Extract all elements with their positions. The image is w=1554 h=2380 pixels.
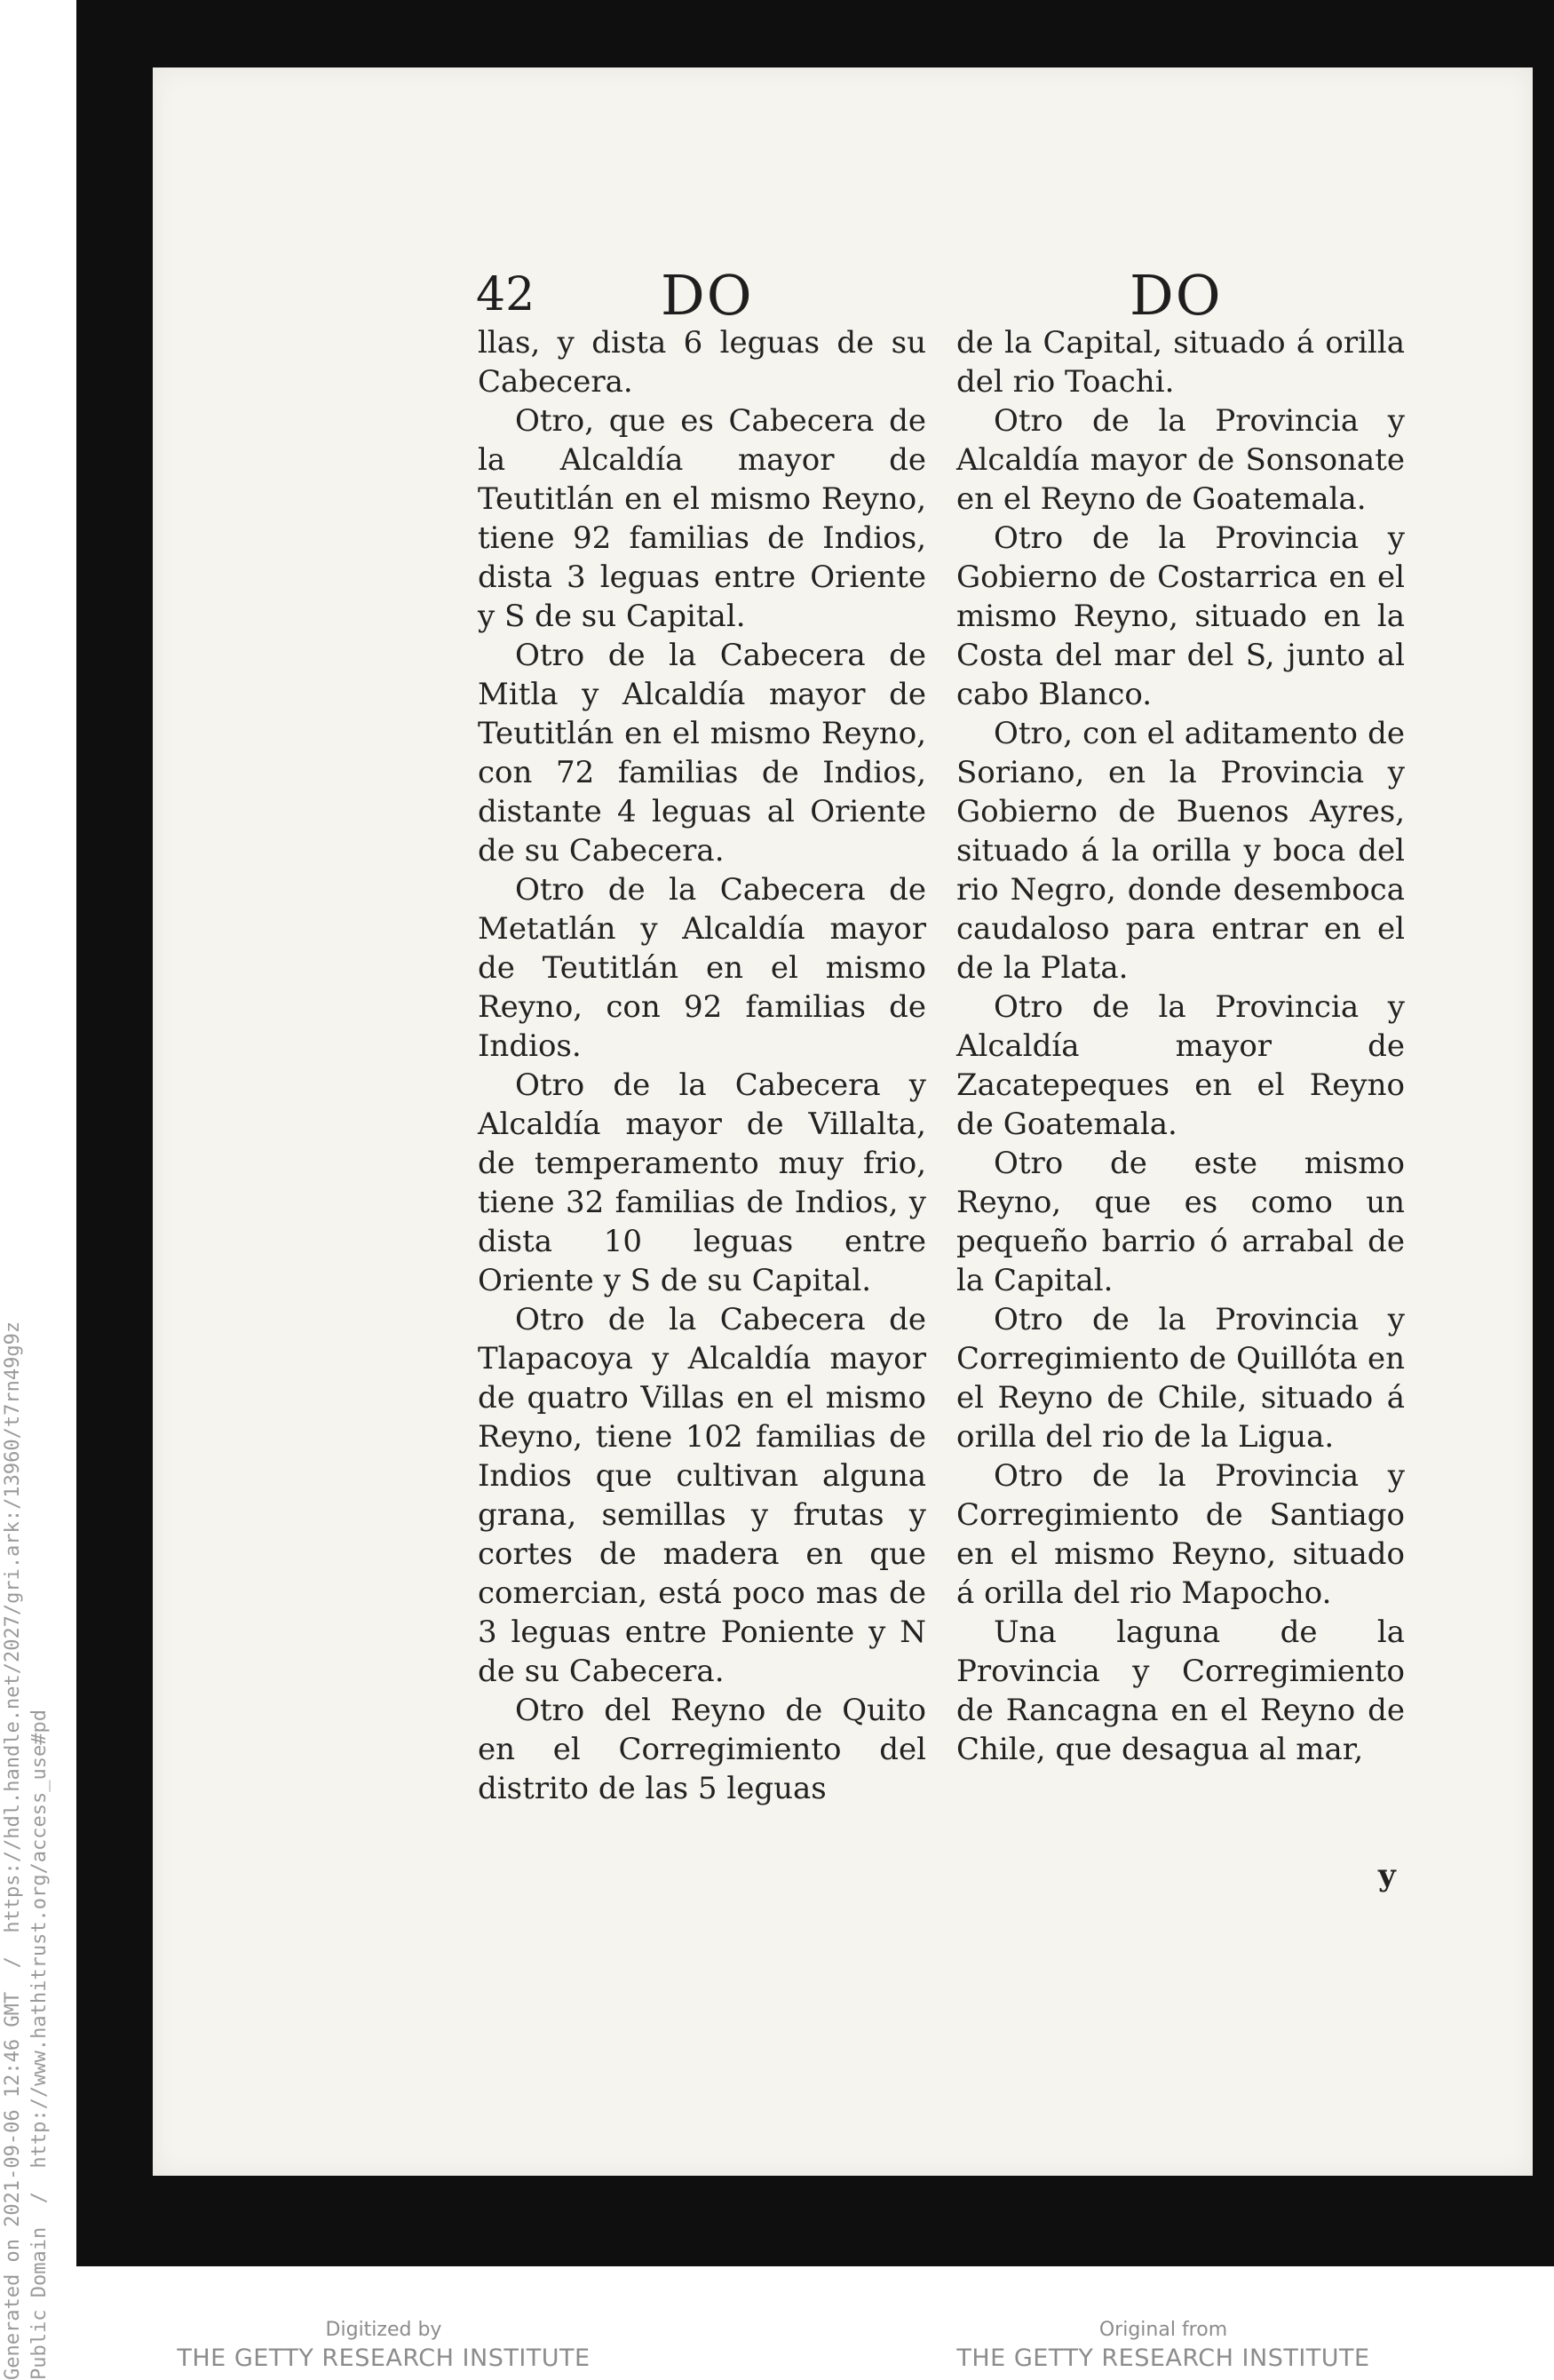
paragraph: Una laguna de la Provincia y Corregimiento de Rancagna en el Reyno de Chile, que desagua al mar, [956,1614,1405,1767]
paragraph: Otro de la Provincia y Corregimiento de Santiago en el mismo Reyno, situado á orilla del rio Mapocho. [956,1458,1405,1611]
hathitrust-stamp [0,1137,71,2380]
footer-left-institution: THE GETTY RESEARCH INSTITUTE [177,2344,591,2372]
paragraph: Otro de la Cabecera de Tlapacoya y Alcaldía mayor de quatro Villas en el mismo Reyno, tiene 102 familias de Indios que cultivan alguna grana, semillas y frutas y cortes de madera en que comercian, está poco mas de 3 leguas entre Poniente y N de su Cabecera. [478,1302,926,1689]
running-head-left: DO [661,263,754,328]
catchword: y [1378,1858,1396,1893]
book-page [153,67,1533,2176]
page-number: 42 [476,268,535,321]
paragraph: Otro de la Cabecera de Metatlán y Alcaldía mayor de Teutitlán en el mismo Reyno, con 92 familias de Indios. [478,872,926,1064]
paragraph: Otro de la Cabecera y Alcaldía mayor de Villalta, de temperamento muy frio, tiene 32 familias de Indios, y dista 10 leguas entre Oriente y S de su Capital. [478,1067,926,1298]
paragraph: Otro de este mismo Reyno, que es como un pequeño barrio ó arrabal de la Capital. [956,1146,1405,1298]
paragraph: llas, y dista 6 leguas de su Cabecera. [478,325,926,400]
footer-original-from [915,2318,1412,2375]
footer-digitized-by [135,2318,632,2375]
footer-right-caption: Original from [1098,2319,1228,2341]
paragraph: Otro del Reyno de Quito en el Corregimiento del distrito de las 5 leguas [478,1693,926,1806]
page-header [153,263,1533,330]
footer-right-institution: THE GETTY RESEARCH INSTITUTE [956,2344,1370,2372]
stamp-line-1: Generated on 2021-09-06 12:46 GMT / https://hdl.handle.net/2027/gri.ark:/13960/t7rn49g9z [2,1321,24,2380]
running-head-right: DO [1130,263,1223,328]
paragraph: de la Capital, situado á orilla del rio Toachi. [956,325,1405,400]
stamp-line-2: Public Domain / http://www.hathitrust.org/access_use#pd [28,1710,51,2380]
paragraph: Otro de la Provincia y Alcaldía mayor de Zacatepeques en el Reyno de Goatemala. [956,989,1405,1142]
footer-left-caption: Digitized by [325,2319,442,2341]
right-column [956,323,1405,1769]
left-column [478,323,926,1808]
paragraph: Otro de la Provincia y Alcaldía mayor de Sonsonate en el Reyno de Goatemala. [956,403,1405,517]
paragraph: Otro, con el aditamento de Soriano, en la Provincia y Gobierno de Buenos Ayres, situado á la orilla y boca del rio Negro, donde desemboca caudaloso para entrar en el de la Plata. [956,716,1405,986]
paragraph: Otro de la Provincia y Corregimiento de Quillóta en el Reyno de Chile, situado á orilla del rio de la Ligua. [956,1302,1405,1455]
paragraph: Otro de la Cabecera de Mitla y Alcaldía mayor de Teutitlán en el mismo Reyno, con 72 familias de Indios, distante 4 leguas al Oriente de su Cabecera. [478,638,926,869]
paragraph: Otro de la Provincia y Gobierno de Costarrica en el mismo Reyno, situado en la Costa del mar del S, junto al cabo Blanco. [956,520,1405,712]
paragraph: Otro, que es Cabecera de la Alcaldía mayor de Teutitlán en el mismo Reyno, tiene 92 familias de Indios, dista 3 leguas entre Oriente y S de su Capital. [478,403,926,634]
